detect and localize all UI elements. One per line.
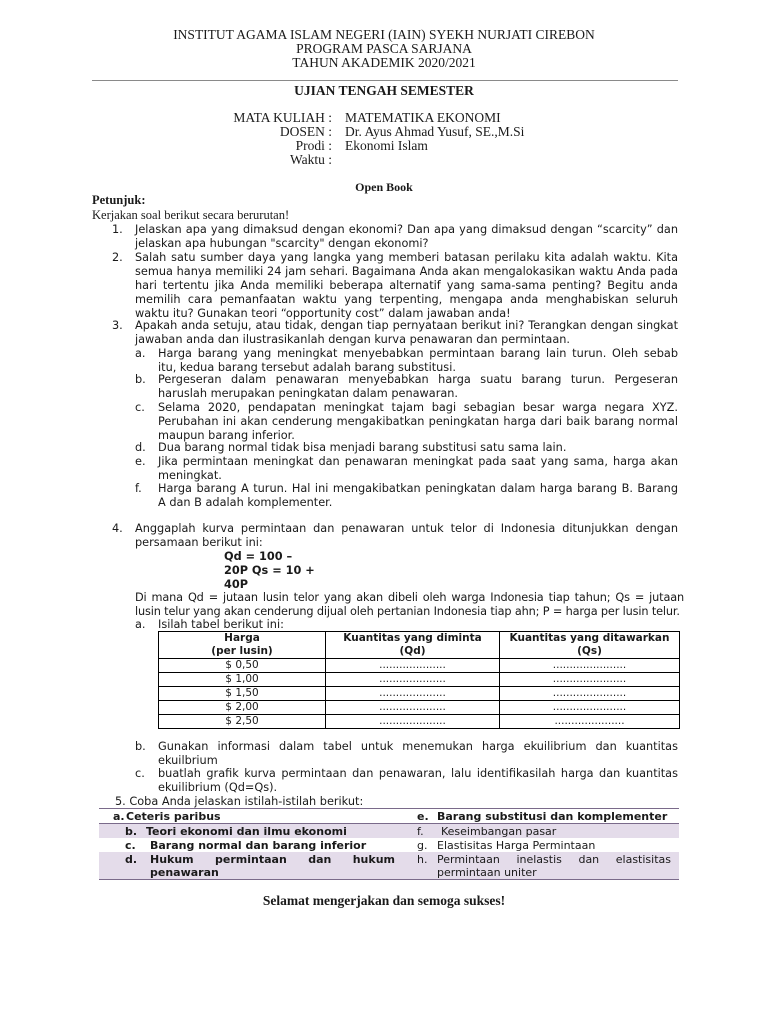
- open-book-note: Open Book: [355, 180, 413, 194]
- term-f-text: Keseimbangan pasar: [437, 824, 679, 839]
- item-3c-label: c.: [135, 401, 145, 414]
- term-a-label: a.: [99, 809, 126, 824]
- course-value: MATEMATIKA EKONOMI: [345, 110, 501, 125]
- table-header-row: [159, 632, 680, 659]
- price-cell: $ 0,50: [159, 659, 326, 673]
- term-h-text: Permintaan inelastis dan elastisitas permintaan uniter: [437, 852, 679, 880]
- table-row: [159, 673, 680, 687]
- item-3a-text: Harga barang yang meningkat menyebabkan permintaan barang lain turun. Oleh sebab itu, kedua barang tersebut adalah barang substitusi.: [158, 347, 678, 374]
- instructions-heading: Petunjuk:: [92, 193, 146, 207]
- qs-cell: ......................: [500, 673, 680, 687]
- terms-row: [99, 838, 679, 852]
- qs-cell: .....................: [500, 715, 680, 729]
- item-4c-text: buatlah grafik kurva permintaan dan penawaran, lalu identifikasilah harga dan kuantitas ekuilibrium (Qd=Qs).: [158, 767, 678, 794]
- table-row: [159, 659, 680, 673]
- price-cell: $ 1,00: [159, 673, 326, 687]
- term-g-label: g.: [417, 839, 428, 852]
- exam-title: UJIAN TENGAH SEMESTER: [294, 83, 474, 98]
- equation-line-1: Qd = 100 –: [224, 550, 293, 563]
- price-cell: $ 2,00: [159, 701, 326, 715]
- equation-line-3: 40P: [224, 578, 249, 591]
- quantity-supplied-header: Kuantitas yang ditawarkan (Qs): [500, 632, 680, 659]
- qs-cell: ......................: [500, 687, 680, 701]
- supply-demand-table: [158, 631, 680, 729]
- item-4c-label: c.: [135, 767, 145, 780]
- qs-cell: ......................: [500, 701, 680, 715]
- term-d-text: Hukum permintaan dan hukum penawaran: [126, 852, 417, 880]
- term-a-text: Ceteris paribus: [126, 809, 417, 824]
- item-3c-text: Selama 2020, pendapatan meningkat tajam bagi sebagian besar warga negara XYZ. Perubahan ini akan cenderung mengakibatkan peningkatan harga dari baik barang normal maupun barang inferior.: [158, 401, 678, 442]
- price-cell: $ 1,50: [159, 687, 326, 701]
- item-3f-label: f.: [135, 482, 142, 495]
- item-3e-text: Jika permintaan meningkat dan penawaran meningkat pada saat yang sama, harga akan meningkat.: [158, 455, 678, 482]
- variable-definitions: Di mana Qd = jutaan lusin telor yang akan dibeli oleh warga Indonesia tiap tahun; Qs = jutaan lusin telur yang akan cenderung dijual oleh pertanian Indonesia tiap ahn; P = harga per lusin telur.: [135, 591, 684, 618]
- table-row: [159, 687, 680, 701]
- course-label: MATA KULIAH :: [233, 110, 332, 125]
- question-4-number: 4.: [112, 522, 123, 535]
- program-label: Prodi :: [295, 138, 332, 153]
- qd-cell: ....................: [326, 659, 500, 673]
- qd-cell: ....................: [326, 687, 500, 701]
- question-1-number: 1.: [112, 223, 123, 236]
- academic-year: TAHUN AKADEMIK 2020/2021: [292, 55, 476, 70]
- lecturer-value: Dr. Ayus Ahmad Yusuf, SE.,M.Si: [345, 124, 525, 139]
- qs-cell: ......................: [500, 659, 680, 673]
- institution-name: INSTITUT AGAMA ISLAM NEGERI (IAIN) SYEKH NURJATI CIREBON: [173, 27, 595, 42]
- table-row: [159, 701, 680, 715]
- price-cell: $ 2,50: [159, 715, 326, 729]
- question-2-text: Salah satu sumber daya yang langka yang memberi batasan perilaku kita adalah waktu. Kita semua hanya memiliki 24 jam sehari. Bagaimana Anda akan mengalokasikan waktu Anda pada hari tertentu jika Anda memiliki beberapa alternatif yang sama-sama penting? Begitu anda memilih cara pemanfaatan waktu yang terpenting, mengapa anda menghabiskan seluruh waktu itu? Gunakan teori “opportunity cost” dalam jawaban anda!: [135, 251, 678, 320]
- term-c-text: Barang normal dan barang inferior: [150, 839, 367, 852]
- term-e-label: e.: [417, 809, 437, 824]
- item-3b-text: Pergeseran dalam penawaran menyebabkan harga suatu barang turun. Pergeseran haruslah merupakan peningkatan dalam penawaran.: [158, 373, 678, 400]
- equation-line-2: 20P Qs = 10 +: [224, 564, 315, 577]
- item-4b-text: Gunakan informasi dalam tabel untuk menemukan harga ekuilibrium dan kuantitas ekuilbrium: [158, 740, 678, 767]
- term-h-label: h.: [417, 852, 437, 880]
- time-label: Waktu :: [289, 152, 332, 167]
- term-e-text: Barang substitusi dan komplementer: [437, 809, 679, 824]
- price-header: Harga (per lusin): [159, 632, 326, 659]
- qd-cell: ....................: [326, 673, 500, 687]
- question-5-text: 5. Coba Anda jelaskan istilah-istilah berikut:: [115, 795, 364, 808]
- qd-cell: ....................: [326, 701, 500, 715]
- item-4b-label: b.: [135, 740, 146, 753]
- question-3-number: 3.: [112, 319, 123, 332]
- item-4a-label: a.: [135, 618, 146, 631]
- term-b-text: Teori ekonomi dan ilmu ekonomi: [126, 824, 417, 839]
- question-4-text: Anggaplah kurva permintaan dan penawaran untuk telor di Indonesia ditunjukkan dengan persamaan berikut ini:: [135, 522, 678, 549]
- lecturer-label: DOSEN :: [279, 124, 332, 139]
- instructions-text: Kerjakan soal berikut secara berurutan!: [92, 208, 290, 222]
- qd-cell: ....................: [326, 715, 500, 729]
- terms-table: [99, 808, 679, 880]
- item-3f-text: Harga barang A turun. Hal ini mengakibatkan peningkatan dalam harga barang B. Barang A dan B adalah komplementer.: [158, 482, 678, 509]
- question-2-number: 2.: [112, 251, 123, 264]
- item-3d-text: Dua barang normal tidak bisa menjadi barang substitusi satu sama lain.: [158, 441, 567, 454]
- question-1-text: Jelaskan apa yang dimaksud dengan ekonomi? Dan apa yang dimaksud dengan “scarcity” dan jelaskan apa hubungan "scarcity" dengan ekonomi?: [135, 223, 678, 250]
- terms-row: [99, 809, 679, 824]
- term-g-text: Elastisitas Harga Permintaan: [437, 839, 596, 852]
- term-b-label: b.: [99, 824, 126, 839]
- item-3d-label: d.: [135, 441, 146, 454]
- program-value: Ekonomi Islam: [345, 138, 428, 153]
- item-3e-label: e.: [135, 455, 146, 468]
- term-d-label: d.: [99, 852, 126, 880]
- item-3a-label: a.: [135, 347, 146, 360]
- quantity-demanded-header: Kuantitas yang diminta (Qd): [326, 632, 500, 659]
- header-divider: [92, 80, 678, 81]
- table-row: [159, 715, 680, 729]
- program-name: PROGRAM PASCA SARJANA: [296, 41, 472, 56]
- terms-row: [99, 824, 679, 839]
- closing-message: Selamat mengerjakan dan semoga sukses!: [262, 893, 506, 908]
- question-3-text: Apakah anda setuju, atau tidak, dengan tiap pernyataan berikut ini? Terangkan dengan singkat jawaban anda dan ilustrasikanlah dengan kurva penawaran dan permintaan.: [135, 319, 678, 346]
- term-f-label: f.: [417, 824, 437, 839]
- term-c-label: c.: [125, 839, 136, 852]
- item-3b-label: b.: [135, 373, 146, 386]
- terms-row: [99, 852, 679, 880]
- item-4a-text: Isilah tabel berikut ini:: [158, 618, 284, 631]
